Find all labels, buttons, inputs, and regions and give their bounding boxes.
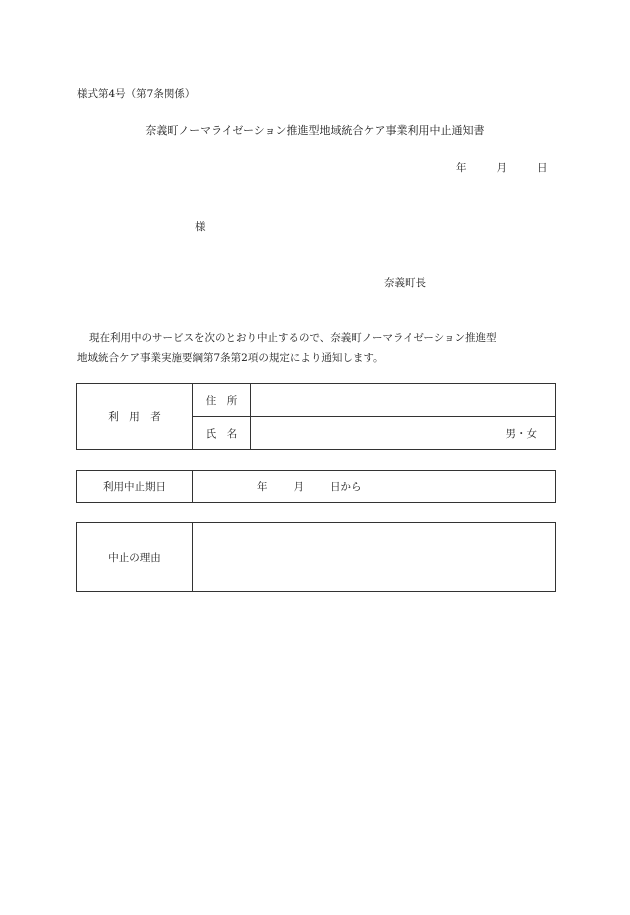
user-group-label: 利 用 者 (77, 384, 193, 450)
reason-table (76, 522, 556, 592)
name-field[interactable] (251, 417, 556, 450)
user-table (76, 383, 556, 450)
body-line-1: 現在利用中のサービスを次のとおり中止するので、奈義町ノーマライゼーション推進型 (89, 332, 497, 344)
address-field[interactable] (251, 384, 556, 417)
period-label: 利用中止期日 (77, 471, 193, 503)
issuer-name: 奈義町長 (384, 277, 426, 289)
document-title: 奈義町ノーマライゼーション推進型地域統合ケア事業利用中止通知書 (145, 124, 485, 137)
reason-field[interactable] (193, 523, 556, 592)
date-month-label: 月 (496, 162, 507, 174)
date-year-label: 年 (456, 162, 467, 174)
body-text (77, 328, 557, 368)
period-year-label: 年 (257, 481, 268, 493)
name-label: 氏 名 (193, 417, 251, 450)
form-number: 様式第4号（第7条関係） (77, 88, 196, 100)
period-field[interactable] (193, 471, 556, 503)
date-line (456, 160, 548, 175)
period-table (76, 470, 556, 503)
period-month-label: 月 (293, 481, 304, 493)
address-label: 住 所 (193, 384, 251, 417)
reason-label: 中止の理由 (77, 523, 193, 592)
gender-options[interactable]: 男・女 (505, 427, 537, 440)
addressee-suffix: 様 (195, 221, 206, 233)
date-day-label: 日 (537, 162, 548, 174)
period-day-label: 日から (330, 481, 362, 493)
body-line-2: 地域統合ケア事業実施要綱第7条第2項の規定により通知します。 (77, 352, 384, 364)
